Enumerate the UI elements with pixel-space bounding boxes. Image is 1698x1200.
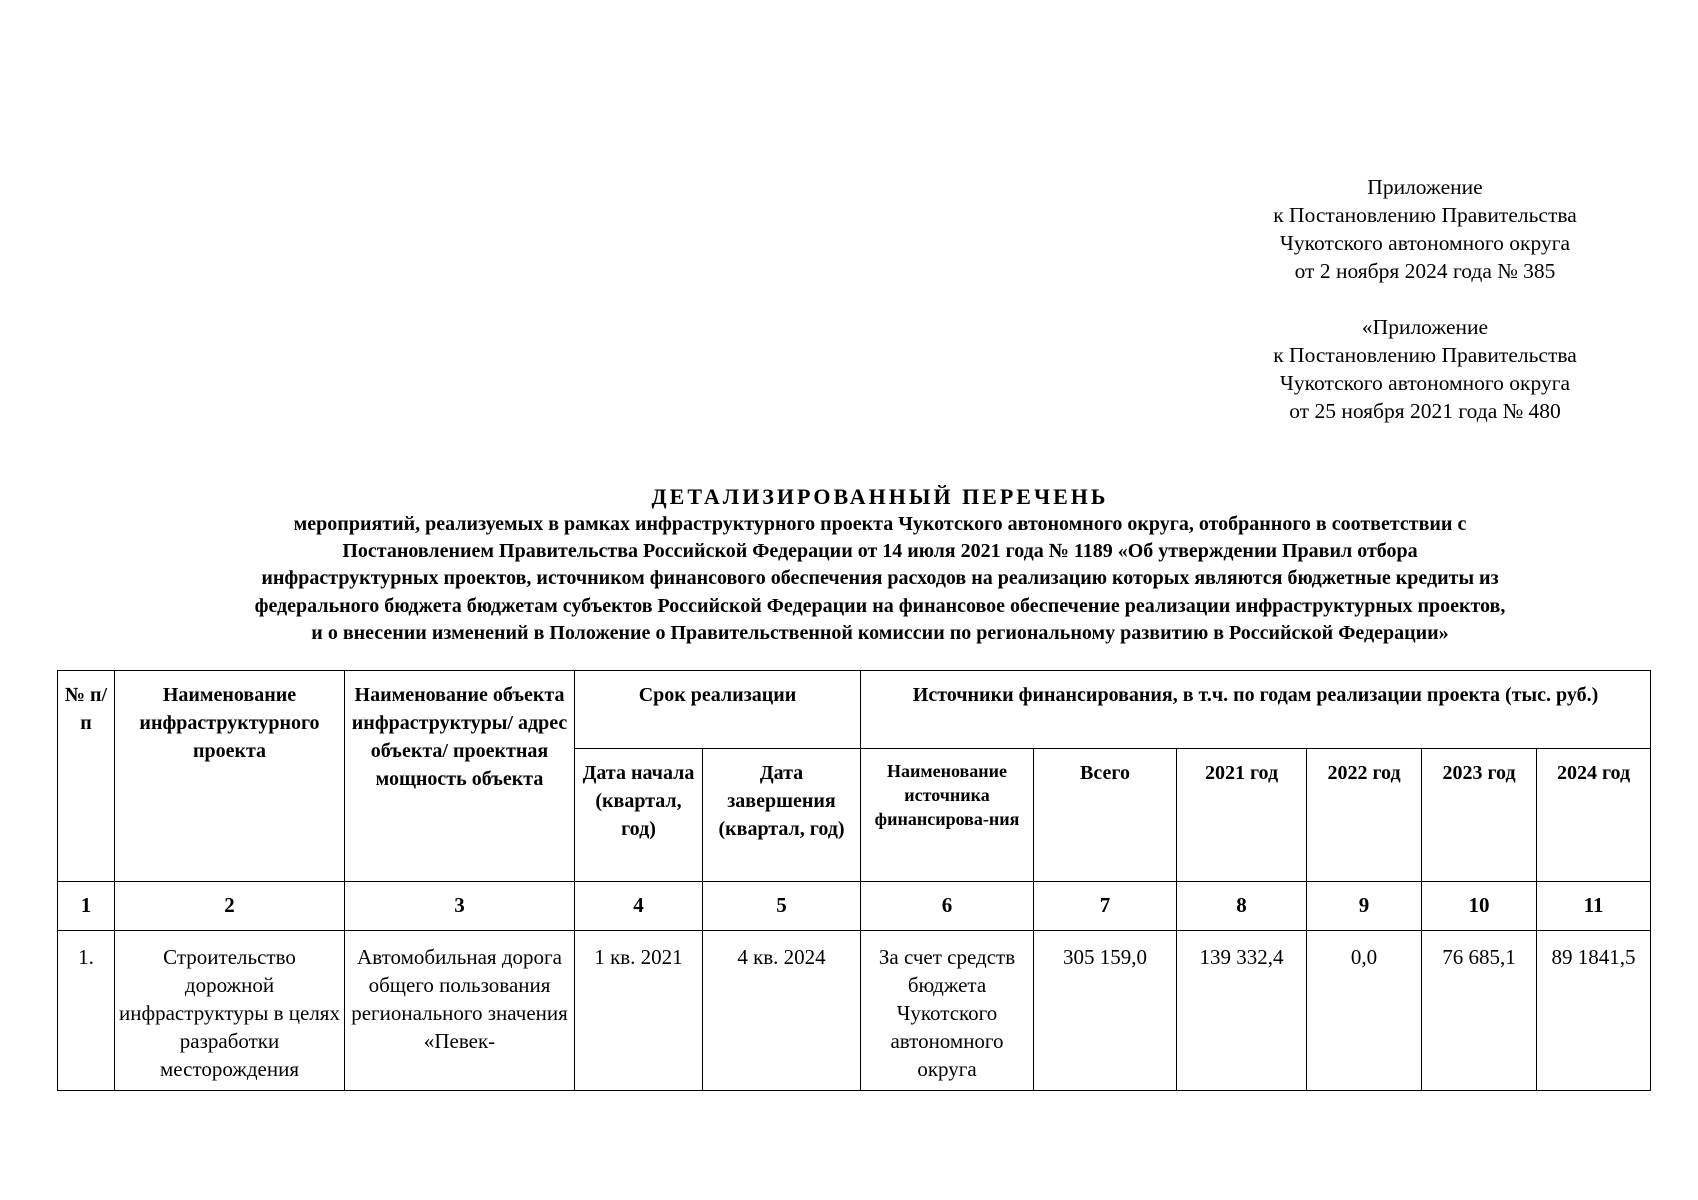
column-number: 4 (575, 882, 703, 931)
appendix-line: Чукотского автономного округа (1279, 231, 1571, 255)
header-2021: 2021 год (1177, 749, 1307, 882)
column-number: 5 (703, 882, 861, 931)
events-table (57, 670, 1651, 1091)
cell-source-name: За счет средств бюджета Чукотского автономного округа (861, 931, 1034, 1091)
appendix-header-current (1235, 173, 1615, 285)
column-number: 2 (115, 882, 345, 931)
cell-start-date: 1 кв. 2021 (575, 931, 703, 1091)
appendix-line: от 25 ноября 2021 года № 480 (1289, 399, 1561, 423)
appendix-line: к Постановлению Правительства (1273, 343, 1577, 367)
column-numbers-row (58, 882, 1651, 931)
cell-2023: 76 685,1 (1422, 931, 1537, 1091)
column-number: 8 (1177, 882, 1307, 931)
header-2023: 2023 год (1422, 749, 1537, 882)
header-source-name: Наименование источника финансирова-ния (861, 749, 1034, 882)
cell-2021: 139 332,4 (1177, 931, 1307, 1091)
appendix-line: Чукотского автономного округа (1279, 371, 1571, 395)
header-financing: Источники финансирования, в т.ч. по годам реализации проекта (тыс. руб.) (861, 671, 1651, 749)
cell-object-name: Автомобильная дорога общего пользования регионального значения «Певек- (345, 931, 575, 1091)
column-number: 1 (58, 882, 115, 931)
cell-2024: 89 1841,5 (1537, 931, 1651, 1091)
header-end-date: Дата завершения (квартал, год) (703, 749, 861, 882)
cell-end-date: 4 кв. 2024 (703, 931, 861, 1091)
document-title-block (60, 483, 1698, 647)
appendix-line: «Приложение (1361, 315, 1489, 339)
subtitle-line: инфраструктурных проектов, источником финансового обеспечения расходов на реализацию которых являются бюджетные кредиты из (261, 567, 1499, 590)
header-2024: 2024 год (1537, 749, 1651, 882)
header-total: Всего (1034, 749, 1177, 882)
column-number: 10 (1422, 882, 1537, 931)
column-number: 11 (1537, 882, 1651, 931)
column-number: 6 (861, 882, 1034, 931)
header-2022: 2022 год (1307, 749, 1422, 882)
appendix-line: Приложение (1367, 175, 1483, 199)
cell-2022: 0,0 (1307, 931, 1422, 1091)
column-number: 3 (345, 882, 575, 931)
cell-project-name: Строительство дорожной инфраструктуры в целях разработки месторождения (115, 931, 345, 1091)
subtitle-line: федерального бюджета бюджетам субъектов Российской Федерации на финансовое обеспечение реализации инфраструктурных проектов, (254, 594, 1506, 617)
header-row (58, 671, 1651, 749)
subtitle-line: мероприятий, реализуемых в рамках инфраструктурного проекта Чукотского автономного округа, отобранного в соответствии с (293, 513, 1467, 535)
header-num: № п/п (58, 671, 115, 882)
cell-num: 1. (58, 931, 115, 1091)
subtitle-line: Постановлением Правительства Российской Федерации от 14 июля 2021 года № 1189 «Об утверждении Правил отбора (342, 540, 1418, 563)
cell-total: 305 159,0 (1034, 931, 1177, 1091)
column-number: 9 (1307, 882, 1422, 931)
header-start-date: Дата начала (квартал, год) (575, 749, 703, 882)
document-title: ДЕТАЛИЗИРОВАННЫЙ ПЕРЕЧЕНЬ (651, 484, 1109, 509)
header-object-name: Наименование объекта инфраструктуры/ адрес объекта/ проектная мощность объекта (345, 671, 575, 882)
subtitle-line: и о внесении изменений в Положение о Правительственной комиссии по региональному развитию в Российской Федерации» (311, 621, 1449, 644)
header-period: Срок реализации (575, 671, 861, 749)
appendix-line: к Постановлению Правительства (1273, 203, 1577, 227)
appendix-line: от 2 ноября 2024 года № 385 (1294, 259, 1556, 283)
column-number: 7 (1034, 882, 1177, 931)
appendix-header-previous (1235, 313, 1615, 425)
table-row (58, 931, 1651, 1091)
header-project-name: Наименование инфраструктурного проекта (115, 671, 345, 882)
